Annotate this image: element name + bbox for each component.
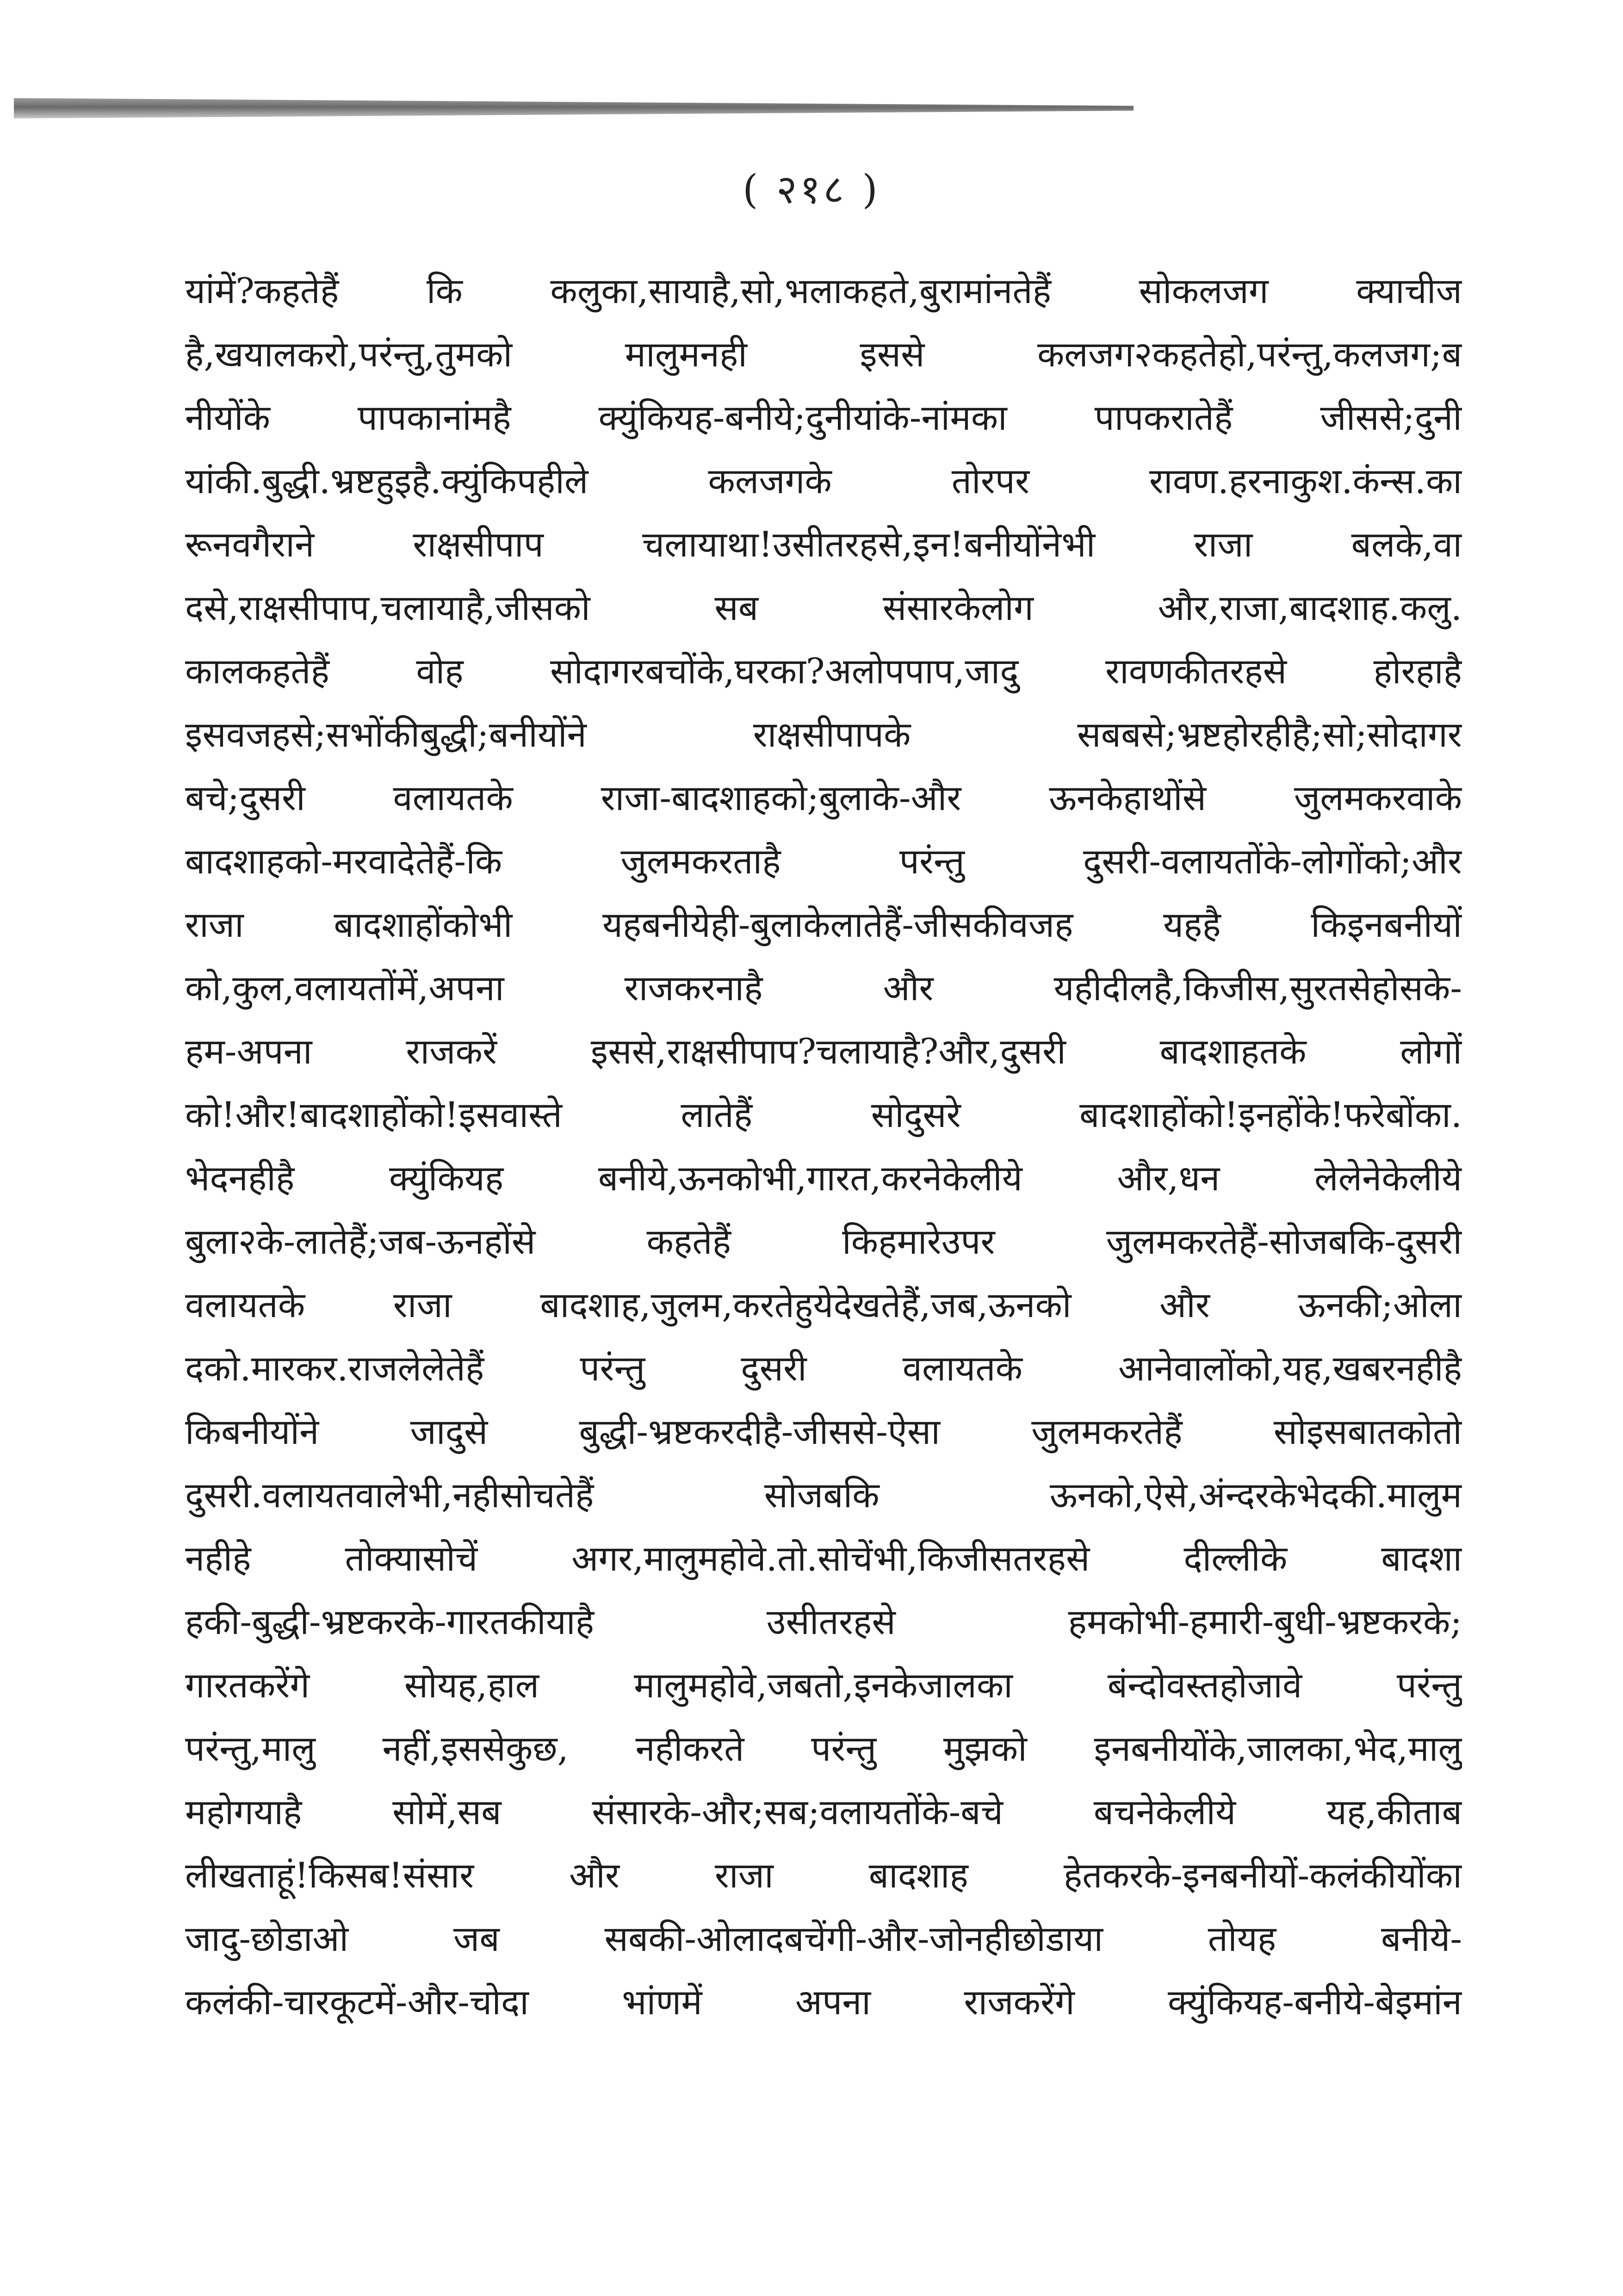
- text-line: यांमें?कहतेहैं कि कलुका,सायाहै,सो,भलाकहते,बुरामांनतेहैं सोकलजग क्याचीज: [185, 270, 1462, 311]
- text-line: वलायतके राजा बादशाह,जुलम,करतेहुयेदेखतेहैं,जब,ऊनको और ऊनकी;ओला: [185, 1284, 1462, 1325]
- text-line: दुसरी.वलायतवालेभी,नहीसोचतेहैं सोजबकि ऊनको,ऐसे,अंन्दरकेभेदकी.मालुम: [185, 1474, 1462, 1516]
- text-line: गारतकरेंगे सोयह,हाल मालुमहोवे,जबतो,इनकेजालका बंन्दोवस्तहोजावे परंन्तु: [185, 1665, 1462, 1706]
- text-line: परंन्तु,मालु नहीं,इससेकुछ, नहीकरते परंन्तु मुझको इनबनीयोंके,जालका,भेद,मालु: [185, 1728, 1462, 1769]
- text-line: लीखताहूं!किसब!संसार और राजा बादशाह हेतकरके-इनबनीयों-कलंकीयोंका: [185, 1855, 1462, 1896]
- body-text: [185, 259, 1462, 2034]
- text-line: इसवजहसे;सभोंकीबुद्धी;बनीयोंने राक्षसीपापके सबबसे;भ्रष्टहोरहीहै;सो;सोदागर: [185, 714, 1462, 755]
- page-number: ( २१८ ): [743, 167, 880, 213]
- text-line: महोगयाहै सोमें,सब संसारके-और;सब;वलायतोंके-बचे बचनेकेलीये यह,कीताब: [185, 1791, 1462, 1832]
- text-line: कलंकी-चारकूटमें-और-चोदा भांणमें अपना राजकरेंगे क्युंकियह-बनीये-बेइमांन: [185, 1981, 1462, 2023]
- text-line: राजा बादशाहोंकोभी यहबनीयेही-बुलाकेलातेहैं-जीसकीवजह यहहै किइनबनीयों: [185, 904, 1462, 945]
- text-line: हकी-बुद्धी-भ्रष्टकरके-गारतकीयाहै उसीतरहसे हमकोभी-हमारी-बुधी-भ्रष्टकरके;: [185, 1601, 1462, 1642]
- text-line: दसे,राक्षसीपाप,चलायाहै,जीसको सब संसारकेलोग और,राजा,बादशाह.कलु.: [185, 587, 1462, 628]
- text-line: दको.मारकर.राजलेलेतेहैं परंन्तु दुसरी वलायतके आनेवालोंको,यह,खबरनहीहै: [185, 1348, 1462, 1389]
- text-line: कालकहतेहैं वोह सोदागरबचोंके,घरका?अलोपपाप,जादु रावणकीतरहसे होरहाहै: [185, 650, 1462, 692]
- text-line: बादशाहको-मरवादेतेहैं-कि जुलमकरताहै परंन्तु दुसरी-वलायतोंके-लोगोंको;और: [185, 841, 1462, 882]
- text-line: को!और!बादशाहोंको!इसवास्ते लातेहैं सोदुसरे बादशाहोंको!इनहोंके!फरेबोंका.: [185, 1094, 1462, 1135]
- text-line: बुला२के-लातेहैं;जब-ऊनहोंसे कहतेहैं किहमारेउपर जुलमकरतेहैं-सोजबकि-दुसरी: [185, 1221, 1462, 1262]
- text-line: नीयोंके पापकानांमहै क्युंकियह-बनीये;दुनीयांके-नांमका पापकरातेहैं जीससे;दुनी: [185, 397, 1462, 438]
- text-line: किबनीयोंने जादुसे बुद्धी-भ्रष्टकरदीहै-जीससे-ऐसा जुलमकरतेहैं सोइसबातकोतो: [185, 1411, 1462, 1452]
- text-line: जादु-छोडाओ जब सबकी-ओलादबचेंगी-और-जोनहीछोडाया तोयह बनीये-: [185, 1918, 1462, 1959]
- top-rule: [14, 98, 1134, 118]
- text-line: है,खयालकरो,परंन्तु,तुमको मालुमनही इससे कलजग२कहतेहो,परंन्तु,कलजग;ब: [185, 334, 1462, 375]
- text-line: रूनवगैराने राक्षसीपाप चलायाथा!उसीतरहसे,इन!बनीयोंनेभी राजा बलके,वा: [185, 524, 1462, 565]
- text-line: हम-अपना राजकरें इससे,राक्षसीपाप?चलायाहै?और,दुसरी बादशाहतके लोगों: [185, 1031, 1462, 1072]
- text-line: भेदनहीहै क्युंकियह बनीये,ऊनकोभी,गारत,करनेकेलीये और,धन लेलेनेकेलीये: [185, 1157, 1462, 1199]
- text-line: बचे;दुसरी वलायतके राजा-बादशाहको;बुलाके-और ऊनकेहाथोंसे जुलमकरवाके: [185, 777, 1462, 818]
- text-line: को,कुल,वलायतोंमें,अपना राजकरनाहै और यहीदीलहै,किजीस,सुरतसेहोसके-: [185, 967, 1462, 1009]
- text-line: नहीहे तोक्यासोचें अगर,मालुमहोवे.तो.सोचेंभी,किजीसतरहसे दील्लीके बादशा: [185, 1538, 1462, 1579]
- text-line: यांकी.बुद्धी.भ्रष्टहुइहै.क्युंकिपहीले कलजगके तोरपर रावण.हरनाकुश.कंन्स.का: [185, 460, 1462, 501]
